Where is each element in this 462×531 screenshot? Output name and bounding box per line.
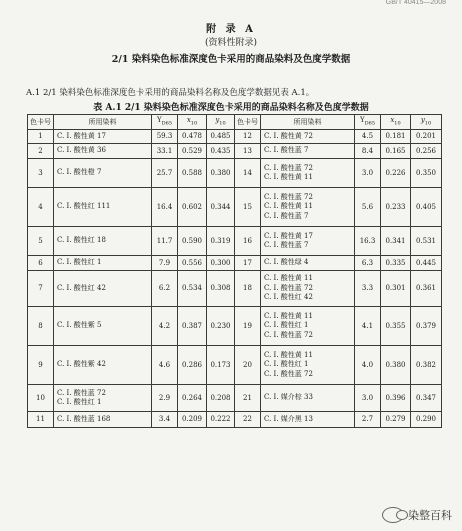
header-y: $Y_{D65}$ <box>152 115 178 130</box>
y-value-cell: 2.7 <box>355 412 381 428</box>
dye-cell <box>261 144 355 159</box>
dye-cell <box>261 188 355 227</box>
card-no-cell: 21 <box>235 385 261 412</box>
dye-name: C. I. 酸性蓝 7 <box>264 211 309 220</box>
dye-cell <box>54 256 152 271</box>
card-no-cell: 7 <box>28 271 54 307</box>
table-row <box>28 227 442 256</box>
y10-value-cell: 0.380 <box>207 159 235 188</box>
y10-value-cell: 0.256 <box>411 144 442 159</box>
dye-name: C. I. 酸性蓝 72 <box>264 283 313 292</box>
dye-name: C. I. 酸性红 1 <box>264 321 309 330</box>
x10-value-cell: 0.556 <box>178 256 207 271</box>
y-value-cell: 7.9 <box>152 256 178 271</box>
card-no-cell: 13 <box>235 144 261 159</box>
y10-value-cell: 0.435 <box>207 144 235 159</box>
card-no-cell: 22 <box>235 412 261 428</box>
header-dye: 所用染料 <box>261 115 355 130</box>
dye-cell <box>261 412 355 428</box>
x10-value-cell: 0.602 <box>178 188 207 227</box>
dye-name: C. I. 酸性黄 72 <box>264 131 313 140</box>
y10-value-cell: 0.379 <box>411 307 442 346</box>
header-x10: $x_{10}$ <box>178 115 207 130</box>
dye-name: C. I. 酸性红 42 <box>264 293 313 302</box>
x10-value-cell: 0.588 <box>178 159 207 188</box>
y10-value-cell: 0.290 <box>411 412 442 428</box>
dye-data-table <box>27 114 442 428</box>
y10-value-cell: 0.361 <box>411 271 442 307</box>
y10-value-cell: 0.300 <box>207 256 235 271</box>
watermark <box>382 507 452 523</box>
dye-name: C. I. 媒介棕 33 <box>264 393 313 402</box>
dye-cell <box>54 159 152 188</box>
y10-value-cell: 0.230 <box>207 307 235 346</box>
dye-cell <box>54 144 152 159</box>
table-caption: 表 A.1 2/1 染料染色标准深度色卡采用的商品染料名称及色度学数据 <box>93 103 369 113</box>
header-y: $Y_{D65}$ <box>355 115 381 130</box>
table-header-row <box>28 115 442 130</box>
dye-name: C. I. 酸性橙 7 <box>57 168 102 177</box>
y-value-cell: 3.0 <box>355 385 381 412</box>
section-paragraph: A.1 2/1 染料染色标准深度色卡采用的商品染料名称及色度学数据见表 A.1。 <box>26 88 315 98</box>
card-no-cell: 16 <box>235 227 261 256</box>
y10-value-cell: 0.222 <box>207 412 235 428</box>
y-value-cell: 4.1 <box>355 307 381 346</box>
card-no-cell: 19 <box>235 307 261 346</box>
dye-cell <box>54 130 152 144</box>
dye-name: C. I. 酸性黄 11 <box>264 202 313 211</box>
dye-name: C. I. 酸性蓝 7 <box>264 241 309 249</box>
table-row <box>28 307 442 346</box>
header-dye: 所用染料 <box>54 115 152 130</box>
standard-number: GB/T 40415—2008 <box>385 0 446 6</box>
y-value-cell: 4.6 <box>152 346 178 385</box>
dye-cell <box>54 385 152 412</box>
card-no-cell: 10 <box>28 385 54 412</box>
watermark-text: 染整百科 <box>408 509 452 522</box>
dye-name: C. I. 酸性蓝 168 <box>57 414 111 423</box>
y-value-cell: 8.4 <box>355 144 381 159</box>
dye-cell <box>261 256 355 271</box>
card-no-cell: 2 <box>28 144 54 159</box>
y10-value-cell: 0.531 <box>411 227 442 256</box>
card-no-cell: 12 <box>235 130 261 144</box>
table-row <box>28 412 442 428</box>
annex-label: 附 录 A <box>206 24 256 35</box>
dye-cell <box>261 227 355 256</box>
dye-cell <box>54 346 152 385</box>
y-value-cell: 25.7 <box>152 159 178 188</box>
dye-cell <box>261 307 355 346</box>
dye-cell <box>54 307 152 346</box>
card-no-cell: 18 <box>235 271 261 307</box>
x10-value-cell: 0.301 <box>381 271 411 307</box>
dye-cell <box>261 130 355 144</box>
dye-name: C. I. 酸性蓝 72 <box>264 192 313 201</box>
x10-value-cell: 0.286 <box>178 346 207 385</box>
annex-title: 2/1 染料染色标准深度色卡采用的商品染料及色度学数据 <box>111 54 351 65</box>
header-x10: $x_{10}$ <box>381 115 411 130</box>
y10-value-cell: 0.382 <box>411 346 442 385</box>
y10-value-cell: 0.350 <box>411 159 442 188</box>
card-no-cell: 4 <box>28 188 54 227</box>
table-row <box>28 159 442 188</box>
x10-value-cell: 0.209 <box>178 412 207 428</box>
card-no-cell: 11 <box>28 412 54 428</box>
dye-name: C. I. 媒介黑 13 <box>264 414 313 423</box>
table-row <box>28 385 442 412</box>
y-value-cell: 2.9 <box>152 385 178 412</box>
y-value-cell: 4.0 <box>355 346 381 385</box>
card-no-cell: 20 <box>235 346 261 385</box>
y-value-cell: 3.3 <box>355 271 381 307</box>
y-value-cell: 33.1 <box>152 144 178 159</box>
dye-cell <box>54 412 152 428</box>
y-value-cell: 16.3 <box>355 227 381 256</box>
dye-cell <box>54 271 152 307</box>
y10-value-cell: 0.319 <box>207 227 235 256</box>
x10-value-cell: 0.181 <box>381 130 411 144</box>
table-row <box>28 130 442 144</box>
y10-value-cell: 0.308 <box>207 271 235 307</box>
table-row <box>28 346 442 385</box>
dye-name: C. I. 酸性蓝 7 <box>264 146 309 155</box>
header-y10: $y_{10}$ <box>207 115 235 130</box>
dye-name: C. I. 酸性紫 42 <box>57 360 106 369</box>
header-card-no: 色卡号 <box>235 115 261 130</box>
table-row <box>28 271 442 307</box>
y10-value-cell: 0.344 <box>207 188 235 227</box>
y10-value-cell: 0.445 <box>411 256 442 271</box>
card-no-cell: 6 <box>28 256 54 271</box>
x10-value-cell: 0.335 <box>381 256 411 271</box>
card-no-cell: 14 <box>235 159 261 188</box>
x10-value-cell: 0.264 <box>178 385 207 412</box>
card-no-cell: 9 <box>28 346 54 385</box>
dye-name: C. I. 酸性蓝 72 <box>57 388 106 397</box>
y-value-cell: 5.6 <box>355 188 381 227</box>
x10-value-cell: 0.590 <box>178 227 207 256</box>
dye-name: C. I. 酸性红 111 <box>57 202 111 211</box>
y-value-cell: 11.7 <box>152 227 178 256</box>
x10-value-cell: 0.233 <box>381 188 411 227</box>
dye-name: C. I. 酸性蓝 72 <box>264 163 313 172</box>
x10-value-cell: 0.165 <box>381 144 411 159</box>
dye-name: C. I. 酸性红 42 <box>57 283 106 292</box>
y-value-cell: 3.4 <box>152 412 178 428</box>
annex-type: (资料性附录) <box>204 38 258 48</box>
card-no-cell: 5 <box>28 227 54 256</box>
dye-name: C. I. 酸性黄 11 <box>264 311 313 320</box>
x10-value-cell: 0.380 <box>381 346 411 385</box>
y10-value-cell: 0.208 <box>207 385 235 412</box>
x10-value-cell: 0.387 <box>178 307 207 346</box>
y-value-cell: 4.5 <box>355 130 381 144</box>
x10-value-cell: 0.355 <box>381 307 411 346</box>
y-value-cell: 6.3 <box>355 256 381 271</box>
dye-cell <box>54 188 152 227</box>
dye-cell <box>261 346 355 385</box>
x10-value-cell: 0.279 <box>381 412 411 428</box>
y10-value-cell: 0.173 <box>207 346 235 385</box>
card-no-cell: 8 <box>28 307 54 346</box>
card-no-cell: 15 <box>235 188 261 227</box>
x10-value-cell: 0.396 <box>381 385 411 412</box>
y10-value-cell: 0.405 <box>411 188 442 227</box>
dye-name: C. I. 酸性红 18 <box>57 236 106 245</box>
dye-name: C. I. 酸性黄 17 <box>264 231 313 240</box>
y-value-cell: 59.3 <box>152 130 178 144</box>
x10-value-cell: 0.226 <box>381 159 411 188</box>
dye-name: C. I. 酸性红 1 <box>57 258 102 267</box>
dye-name: C. I. 酸性黄 17 <box>57 131 106 140</box>
dye-cell <box>54 227 152 256</box>
header-y10: $y_{10}$ <box>411 115 442 130</box>
header-card-no: 色卡号 <box>28 115 54 130</box>
y10-value-cell: 0.485 <box>207 130 235 144</box>
y10-value-cell: 0.201 <box>411 130 442 144</box>
y10-value-cell: 0.347 <box>411 385 442 412</box>
table-row <box>28 188 442 227</box>
y-value-cell: 6.2 <box>152 271 178 307</box>
y-value-cell: 3.0 <box>355 159 381 188</box>
dye-name: C. I. 酸性绿 4 <box>264 258 309 267</box>
dye-cell <box>261 271 355 307</box>
dye-name: C. I. 酸性黄 36 <box>57 146 106 155</box>
dye-name: C. I. 酸性黄 11 <box>264 274 313 283</box>
x10-value-cell: 0.478 <box>178 130 207 144</box>
dye-name: C. I. 酸性蓝 72 <box>264 330 313 339</box>
card-no-cell: 17 <box>235 256 261 271</box>
dye-cell <box>261 159 355 188</box>
card-no-cell: 1 <box>28 130 54 144</box>
dye-name: C. I. 酸性蓝 72 <box>264 369 313 378</box>
y-value-cell: 16.4 <box>152 188 178 227</box>
x10-value-cell: 0.341 <box>381 227 411 256</box>
y-value-cell: 4.2 <box>152 307 178 346</box>
table-row <box>28 144 442 159</box>
wechat-icon <box>382 507 404 523</box>
dye-name: C. I. 酸性红 1 <box>57 398 102 406</box>
card-no-cell: 3 <box>28 159 54 188</box>
table-row <box>28 256 442 271</box>
dye-name: C. I. 酸性紫 5 <box>57 321 102 330</box>
dye-name: C. I. 酸性黄 11 <box>264 350 313 359</box>
dye-name: C. I. 酸性红 1 <box>264 360 309 369</box>
x10-value-cell: 0.534 <box>178 271 207 307</box>
dye-name: C. I. 酸性黄 11 <box>264 173 313 181</box>
x10-value-cell: 0.529 <box>178 144 207 159</box>
dye-cell <box>261 385 355 412</box>
